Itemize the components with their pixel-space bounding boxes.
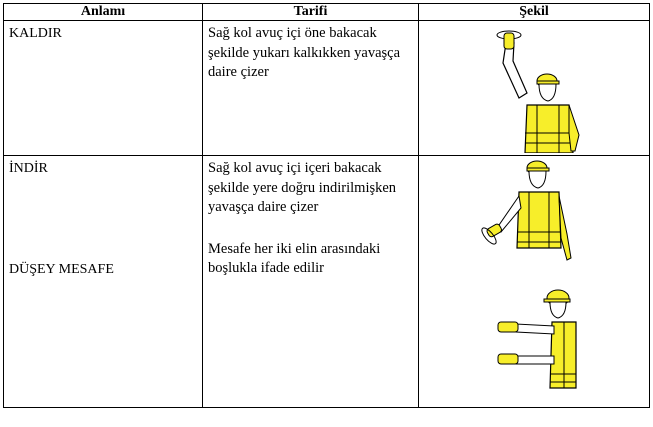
meaning-cell — [4, 156, 203, 408]
meaning-text: İNDİR — [9, 161, 48, 176]
signal-table — [3, 3, 650, 408]
table-row — [4, 156, 650, 408]
header-meaning: Anlamı — [4, 4, 203, 21]
header-description: Tarifi — [203, 4, 419, 21]
figure-cell — [419, 21, 650, 156]
description-text: Sağ kol avuç içi içeri bakacak şekilde yere doğru indirilmişken yavaşça daire çizer — [208, 160, 397, 215]
description-cell — [203, 156, 419, 408]
raise-signal-figure-icon — [489, 23, 589, 153]
meaning-cell — [4, 21, 203, 156]
description-cell — [203, 21, 419, 156]
meaning-text: KALDIR — [9, 26, 62, 41]
lower-signal-figure-icon — [479, 158, 589, 268]
header-row — [4, 4, 650, 21]
meaning-text: DÜŞEY MESAFE — [9, 262, 114, 277]
description-text: Mesafe her iki elin arasındaki boşlukla ifade edilir — [208, 240, 381, 276]
vertical-distance-signal-figure-icon — [494, 284, 604, 394]
figure-cell — [419, 156, 650, 408]
description-text: Sağ kol avuç içi öne bakacak şekilde yukarı kalkıkken yavaşça daire çizer — [208, 25, 401, 80]
header-figure: Şekil — [419, 4, 650, 21]
table-row — [4, 21, 650, 156]
